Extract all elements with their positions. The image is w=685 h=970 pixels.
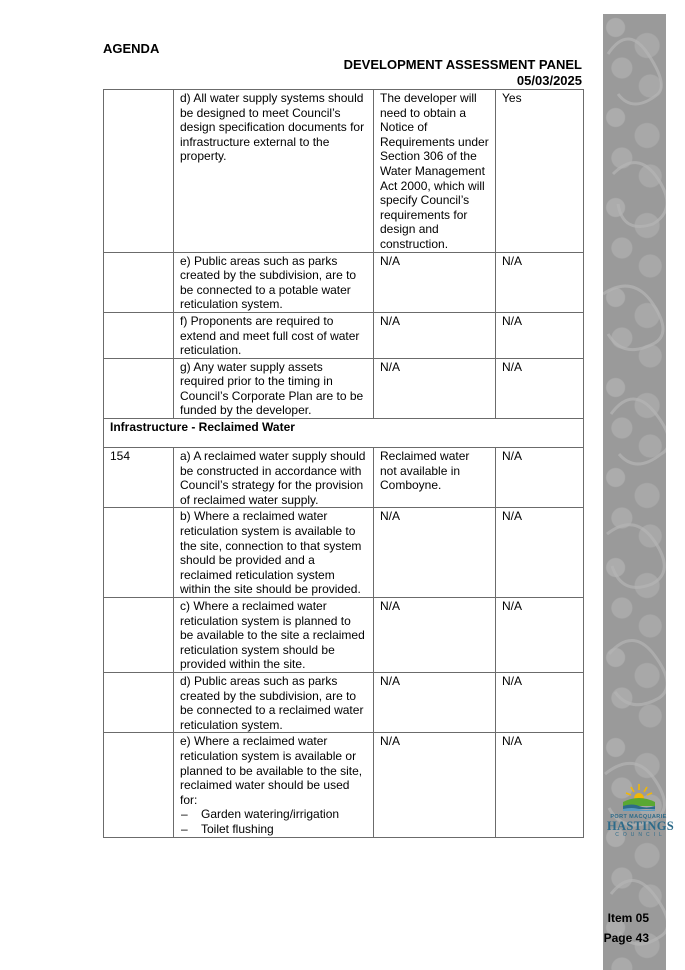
comment-cell: The developer will need to obtain a Notice of Requirements under Section 306 of the Water Management Act 2000, which will specify Council’s requirements for design and construction. — [374, 90, 496, 253]
comment-cell: N/A — [374, 733, 496, 837]
comment-cell: N/A — [374, 252, 496, 312]
ref-cell — [104, 598, 174, 673]
complies-cell: N/A — [496, 672, 584, 732]
ref-cell — [104, 508, 174, 598]
complies-cell: N/A — [496, 733, 584, 837]
comment-cell: N/A — [374, 672, 496, 732]
requirement-text: e) Where a reclaimed water reticulation system is available or planned to be available to the site, reclaimed water should be used for: — [180, 734, 363, 807]
section-heading: Infrastructure - Reclaimed Water — [104, 419, 584, 448]
complies-cell: N/A — [496, 358, 584, 418]
complies-cell: Yes — [496, 90, 584, 253]
requirement-cell: d) All water supply systems should be designed to meet Council’s design specification documents for infrastructure external to the property. — [174, 90, 374, 253]
table-row — [104, 598, 584, 673]
table-row — [104, 508, 584, 598]
logo-line-1: PORT MACQUARIE — [610, 814, 667, 820]
page-number: Page 43 — [603, 931, 649, 945]
requirement-cell: c) Where a reclaimed water reticulation system is planned to be available to the site a reclaimed reticulation system should be provided within the site. — [174, 598, 374, 673]
ref-cell — [104, 672, 174, 732]
sun-landscape-icon — [622, 782, 656, 812]
complies-cell: N/A — [496, 508, 584, 598]
ref-cell — [104, 733, 174, 837]
requirement-cell: f) Proponents are required to extend and meet full cost of water reticulation. — [174, 312, 374, 358]
requirement-cell — [174, 733, 374, 837]
requirements-table — [103, 89, 584, 838]
meeting-date: 05/03/2025 — [516, 73, 582, 88]
comment-cell: N/A — [374, 598, 496, 673]
table-row — [104, 312, 584, 358]
table-row — [104, 672, 584, 732]
item-number: Item 05 — [607, 911, 649, 925]
complies-cell: N/A — [496, 312, 584, 358]
requirement-cell: g) Any water supply assets required prior to the timing in Council’s Corporate Plan are to be funded by the developer. — [174, 358, 374, 418]
requirement-cell: b) Where a reclaimed water reticulation system is available to the site, connection to that system should be provided and a reclaimed reticulation system within the site should be provided. — [174, 508, 374, 598]
comment-cell: N/A — [374, 508, 496, 598]
table-row — [104, 90, 584, 253]
list-item: – Toilet flushing — [180, 822, 367, 837]
complies-cell: N/A — [496, 448, 584, 508]
requirement-cell: a) A reclaimed water supply should be constructed in accordance with Council’s strategy for the provision of reclaimed water supply. — [174, 448, 374, 508]
council-logo — [607, 782, 675, 838]
ref-cell — [104, 252, 174, 312]
complies-cell: N/A — [496, 252, 584, 312]
ref-cell: 154 — [104, 448, 174, 508]
list-item: – Garden watering/irrigation — [180, 807, 367, 822]
table-row — [104, 358, 584, 418]
comment-cell: N/A — [374, 312, 496, 358]
ref-cell — [104, 312, 174, 358]
requirement-cell: d) Public areas such as parks created by the subdivision, are to be connected to a reclaimed water reticulation system. — [174, 672, 374, 732]
usage-list — [180, 807, 367, 836]
requirement-cell: e) Public areas such as parks created by the subdivision, are to be connected to a potable water reticulation system. — [174, 252, 374, 312]
ref-cell — [104, 358, 174, 418]
table-row — [104, 733, 584, 837]
agenda-heading: AGENDA — [103, 41, 160, 56]
table-row — [104, 252, 584, 312]
logo-line-3: COUNCIL — [615, 832, 666, 838]
comment-cell: Reclaimed water not available in Comboyne. — [374, 448, 496, 508]
logo-line-2: HASTINGS — [607, 819, 675, 833]
panel-heading: DEVELOPMENT ASSESSMENT PANEL — [343, 57, 582, 72]
table-row — [104, 448, 584, 508]
comment-cell: N/A — [374, 358, 496, 418]
complies-cell: N/A — [496, 598, 584, 673]
ref-cell — [104, 90, 174, 253]
section-row — [104, 419, 584, 448]
